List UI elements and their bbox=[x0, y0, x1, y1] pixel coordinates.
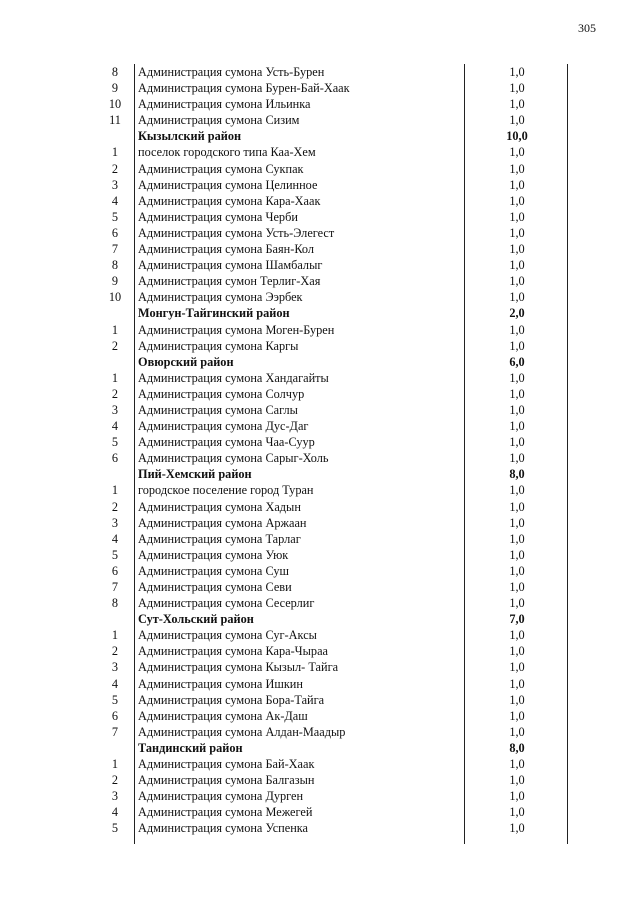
row-number: 1 bbox=[111, 370, 119, 385]
table-row bbox=[0, 257, 640, 273]
row-number: 2 bbox=[111, 161, 119, 176]
row-number: 1 bbox=[111, 483, 119, 498]
row-name: Администрация сумона Ээрбек bbox=[138, 290, 303, 305]
table-row bbox=[0, 370, 640, 386]
table-row bbox=[0, 804, 640, 820]
row-value: 10,0 bbox=[506, 129, 528, 144]
row-name: Администрация сумона Ишкин bbox=[138, 676, 303, 691]
row-number: 1 bbox=[111, 757, 119, 772]
row-number: 5 bbox=[111, 209, 119, 224]
row-name: Администрация сумона Дурген bbox=[138, 789, 304, 804]
row-value: 1,0 bbox=[509, 386, 525, 401]
row-value: 1,0 bbox=[509, 660, 525, 675]
row-value: 1,0 bbox=[509, 97, 525, 112]
row-number: 3 bbox=[111, 789, 119, 804]
table-row bbox=[0, 64, 640, 80]
row-name: Овюрский район bbox=[138, 354, 234, 369]
row-number: 5 bbox=[111, 821, 119, 836]
row-number: 3 bbox=[111, 515, 119, 530]
table-row bbox=[0, 708, 640, 724]
row-value: 1,0 bbox=[509, 161, 525, 176]
row-name: Администрация сумона Межегей bbox=[138, 805, 313, 820]
row-number: 3 bbox=[111, 177, 119, 192]
row-name: Администрация сумона Хадын bbox=[138, 499, 301, 514]
row-number: 5 bbox=[111, 547, 119, 562]
table-row bbox=[0, 273, 640, 289]
row-name: Кызылский район bbox=[138, 129, 242, 144]
row-number: 4 bbox=[111, 193, 119, 208]
row-name: Администрация сумона Бора-Тайга bbox=[138, 692, 325, 707]
row-value: 7,0 bbox=[509, 612, 525, 627]
table-row bbox=[0, 193, 640, 209]
row-value: 1,0 bbox=[509, 274, 525, 289]
row-value: 1,0 bbox=[509, 242, 525, 257]
table-row bbox=[0, 450, 640, 466]
district-header-row bbox=[0, 305, 640, 321]
row-value: 1,0 bbox=[509, 499, 525, 514]
row-number: 6 bbox=[111, 451, 119, 466]
table-row bbox=[0, 322, 640, 338]
row-name: Администрация сумона Дус-Даг bbox=[138, 419, 309, 434]
table-row bbox=[0, 96, 640, 112]
row-name: городское поселение город Туран bbox=[138, 483, 314, 498]
row-number: 9 bbox=[111, 81, 119, 96]
row-value: 1,0 bbox=[509, 596, 525, 611]
row-value: 1,0 bbox=[509, 805, 525, 820]
table-row bbox=[0, 386, 640, 402]
row-name: Администрация сумон Терлиг-Хая bbox=[138, 274, 321, 289]
table-row bbox=[0, 756, 640, 772]
row-name: Администрация сумона Балгазын bbox=[138, 773, 315, 788]
row-value: 1,0 bbox=[509, 757, 525, 772]
row-name: Администрация сумона Сизим bbox=[138, 113, 300, 128]
row-value: 1,0 bbox=[509, 225, 525, 240]
table-row bbox=[0, 724, 640, 740]
row-value: 1,0 bbox=[509, 402, 525, 417]
row-number: 11 bbox=[109, 113, 121, 128]
row-value: 1,0 bbox=[509, 435, 525, 450]
row-name: Администрация сумона Кызыл- Тайга bbox=[138, 660, 339, 675]
row-value: 1,0 bbox=[509, 290, 525, 305]
table-row bbox=[0, 161, 640, 177]
table-row bbox=[0, 563, 640, 579]
row-name: Администрация сумона Черби bbox=[138, 209, 298, 224]
table-row bbox=[0, 643, 640, 659]
row-number: 10 bbox=[108, 97, 122, 112]
table-row bbox=[0, 144, 640, 160]
row-name: Администрация сумона Суш bbox=[138, 563, 289, 578]
row-name: Администрация сумона Саглы bbox=[138, 402, 298, 417]
table-row bbox=[0, 627, 640, 643]
row-number: 8 bbox=[111, 258, 119, 273]
row-value: 1,0 bbox=[509, 676, 525, 691]
row-value: 1,0 bbox=[509, 177, 525, 192]
row-name: Администрация сумона Уюк bbox=[138, 547, 289, 562]
row-number: 3 bbox=[111, 402, 119, 417]
row-name: Администрация сумона Алдан-Маадыр bbox=[138, 724, 346, 739]
table-row bbox=[0, 659, 640, 675]
row-value: 1,0 bbox=[509, 419, 525, 434]
row-name: Администрация сумона Аржаан bbox=[138, 515, 307, 530]
row-number: 10 bbox=[108, 290, 122, 305]
row-name: Администрация сумона Сукпак bbox=[138, 161, 304, 176]
row-number: 7 bbox=[111, 580, 119, 594]
row-name: Пий-Хемский район bbox=[138, 467, 252, 482]
row-value: 1,0 bbox=[509, 580, 525, 594]
row-name: Администрация сумона Моген-Бурен bbox=[138, 322, 335, 337]
row-value: 1,0 bbox=[509, 483, 525, 498]
row-value: 1,0 bbox=[509, 193, 525, 208]
row-value: 1,0 bbox=[509, 338, 525, 353]
row-name: Администрация сумона Ак-Даш bbox=[138, 708, 308, 723]
row-number: 2 bbox=[111, 499, 119, 514]
table-row bbox=[0, 531, 640, 547]
row-number: 6 bbox=[111, 563, 119, 578]
row-name: Администрация сумона Бай-Хаак bbox=[138, 757, 315, 772]
table-row bbox=[0, 820, 640, 836]
row-name: Администрация сумона Усть-Бурен bbox=[138, 65, 325, 79]
table-row bbox=[0, 112, 640, 128]
table-row bbox=[0, 692, 640, 708]
district-header-row bbox=[0, 128, 640, 144]
row-value: 1,0 bbox=[509, 113, 525, 128]
table-row bbox=[0, 595, 640, 611]
row-number: 9 bbox=[111, 274, 119, 289]
row-value: 1,0 bbox=[509, 65, 525, 79]
row-value: 1,0 bbox=[509, 563, 525, 578]
row-name: Администрация сумона Бурен-Бай-Хаак bbox=[138, 81, 350, 96]
row-number: 2 bbox=[111, 773, 119, 788]
row-number: 1 bbox=[111, 145, 119, 160]
row-name: Администрация сумона Ильинка bbox=[138, 97, 311, 112]
row-name: Администрация сумона Успенка bbox=[138, 821, 309, 836]
table-row bbox=[0, 676, 640, 692]
row-number: 1 bbox=[111, 322, 119, 337]
table-row bbox=[0, 209, 640, 225]
row-name: Администрация сумона Суг-Аксы bbox=[138, 628, 317, 643]
district-header-row bbox=[0, 611, 640, 627]
row-number: 4 bbox=[111, 419, 119, 434]
row-name: Администрация сумона Целинное bbox=[138, 177, 318, 192]
row-name: Администрация сумона Тарлаг bbox=[138, 531, 301, 546]
row-number: 7 bbox=[111, 242, 119, 257]
row-number: 2 bbox=[111, 644, 119, 659]
row-value: 8,0 bbox=[509, 740, 525, 755]
row-value: 1,0 bbox=[509, 789, 525, 804]
row-value: 1,0 bbox=[509, 724, 525, 739]
row-value: 1,0 bbox=[509, 451, 525, 466]
district-header-row bbox=[0, 354, 640, 370]
row-name: Монгун-Тайгинский район bbox=[138, 306, 290, 321]
district-header-row bbox=[0, 740, 640, 756]
row-name: Администрация сумона Кара-Чыраа bbox=[138, 644, 328, 659]
row-number: 1 bbox=[111, 628, 119, 643]
row-name: Администрация сумона Шамбалыг bbox=[138, 258, 323, 273]
table-row bbox=[0, 547, 640, 563]
row-number: 4 bbox=[111, 531, 119, 546]
row-value: 1,0 bbox=[509, 708, 525, 723]
row-name: Администрация сумона Чаа-Суур bbox=[138, 435, 315, 450]
table-row bbox=[0, 579, 640, 595]
table-row bbox=[0, 515, 640, 531]
table-row bbox=[0, 482, 640, 498]
table-row bbox=[0, 225, 640, 241]
row-name: Администрация сумона Баян-Кол bbox=[138, 242, 315, 257]
row-number: 7 bbox=[111, 724, 119, 739]
table-row bbox=[0, 402, 640, 418]
table-row bbox=[0, 241, 640, 257]
row-value: 1,0 bbox=[509, 821, 525, 836]
row-value: 1,0 bbox=[509, 644, 525, 659]
row-value: 1,0 bbox=[509, 531, 525, 546]
row-name: Тандинский район bbox=[138, 740, 243, 755]
table-row bbox=[0, 338, 640, 354]
district-header-row bbox=[0, 466, 640, 482]
row-number: 8 bbox=[111, 65, 119, 79]
row-value: 1,0 bbox=[509, 258, 525, 273]
table-row bbox=[0, 499, 640, 515]
row-number: 6 bbox=[111, 708, 119, 723]
table-row bbox=[0, 177, 640, 193]
table-row bbox=[0, 772, 640, 788]
row-value: 1,0 bbox=[509, 547, 525, 562]
table-row bbox=[0, 434, 640, 450]
row-value: 1,0 bbox=[509, 209, 525, 224]
allocation-table bbox=[0, 64, 640, 837]
row-value: 2,0 bbox=[509, 306, 525, 321]
row-name: Администрация сумона Усть-Элегест bbox=[138, 225, 335, 240]
table-row bbox=[0, 289, 640, 305]
row-value: 1,0 bbox=[509, 692, 525, 707]
row-number: 6 bbox=[111, 225, 119, 240]
row-value: 1,0 bbox=[509, 515, 525, 530]
row-number: 2 bbox=[111, 386, 119, 401]
table-row bbox=[0, 788, 640, 804]
row-name: Сут-Хольский район bbox=[138, 612, 254, 627]
row-name: Администрация сумона Солчур bbox=[138, 386, 305, 401]
row-name: Администрация сумона Каргы bbox=[138, 338, 299, 353]
row-value: 1,0 bbox=[509, 628, 525, 643]
table-row bbox=[0, 418, 640, 434]
row-value: 1,0 bbox=[509, 81, 525, 96]
row-name: поселок городского типа Каа-Хем bbox=[138, 145, 316, 160]
row-value: 1,0 bbox=[509, 322, 525, 337]
row-number: 8 bbox=[111, 596, 119, 611]
row-number: 3 bbox=[111, 660, 119, 675]
row-number: 4 bbox=[111, 805, 119, 820]
row-value: 6,0 bbox=[509, 354, 525, 369]
row-name: Администрация сумона Сесерлиг bbox=[138, 596, 315, 611]
row-value: 1,0 bbox=[509, 773, 525, 788]
row-value: 8,0 bbox=[509, 467, 525, 482]
table-row bbox=[0, 80, 640, 96]
page-number: 305 bbox=[578, 21, 596, 35]
row-name: Администрация сумона Сарыг-Холь bbox=[138, 451, 329, 466]
row-value: 1,0 bbox=[509, 145, 525, 160]
row-name: Администрация сумона Севи bbox=[138, 580, 292, 594]
row-number: 5 bbox=[111, 692, 119, 707]
row-number: 2 bbox=[111, 338, 119, 353]
row-name: Администрация сумона Хандагайты bbox=[138, 370, 329, 385]
row-number: 5 bbox=[111, 435, 119, 450]
row-name: Администрация сумона Кара-Хаак bbox=[138, 193, 321, 208]
row-value: 1,0 bbox=[509, 370, 525, 385]
row-number: 4 bbox=[111, 676, 119, 691]
